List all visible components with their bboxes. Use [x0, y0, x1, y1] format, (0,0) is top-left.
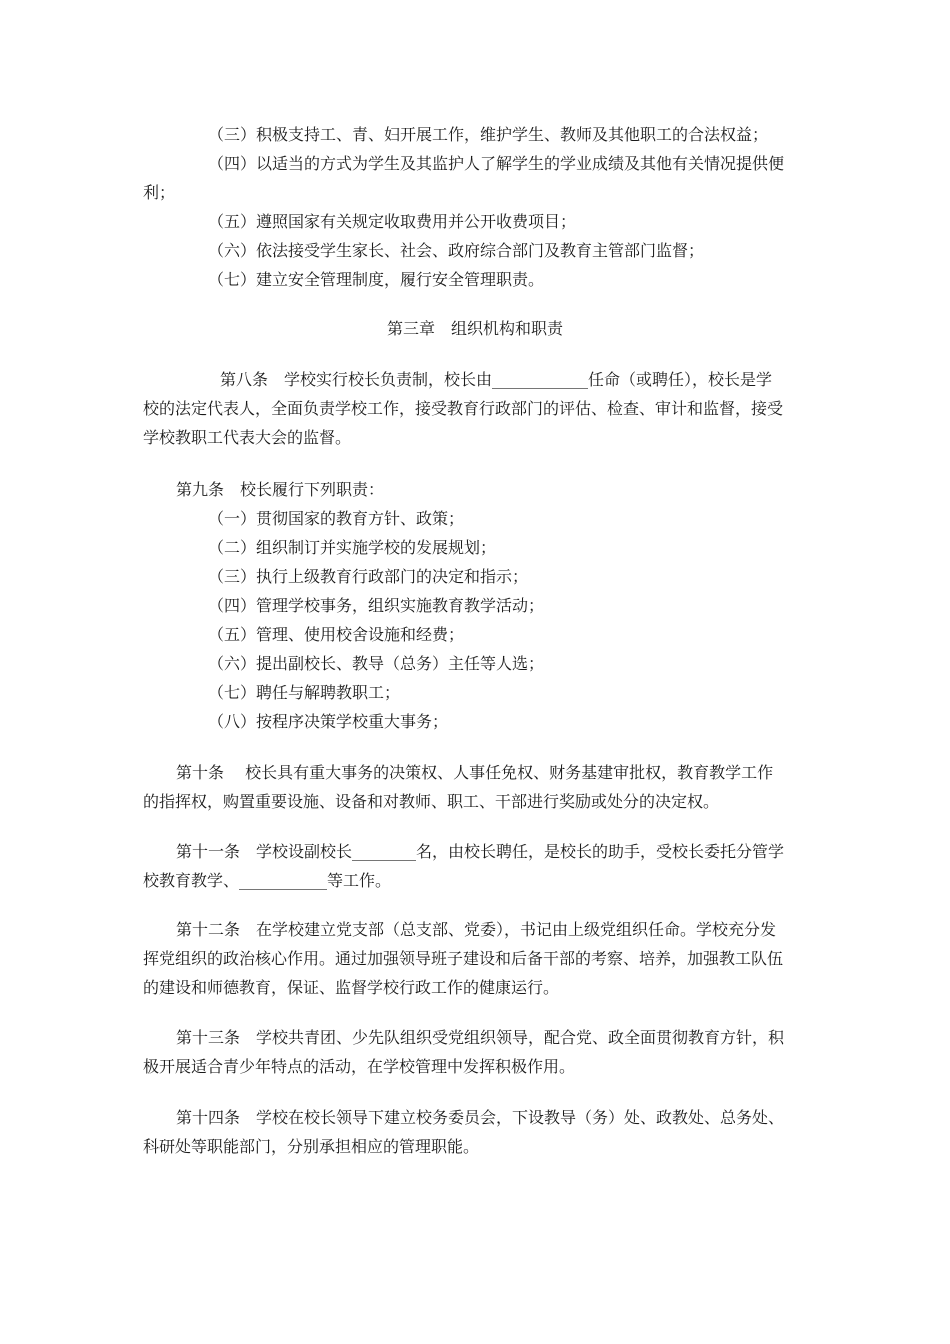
- chapter-three-heading: 第三章 组织机构和职责: [386, 319, 563, 338]
- duty-item-4: （四）以适当的方式为学生及其监护人了解学生的学业成绩及其他有关情况提供便: [208, 154, 785, 173]
- article-13-line-1: 第十三条 学校共青团、少先队组织受党组织领导，配合党、政全面贯彻教育方针，积: [176, 1028, 785, 1047]
- article-12-line-1: 第十二条 在学校建立党支部（总支部、党委），书记由上级党组织任命。学校充分发: [176, 920, 777, 939]
- article-8-line-1: 第八条 学校实行校长负责制，校长由____________任命（或聘任），校长是学: [220, 370, 773, 389]
- article-14-line-1: 第十四条 学校在校长领导下建立校务委员会，下设教导（务）处、政教处、总务处、: [176, 1108, 785, 1127]
- article-13-line-2: 极开展适合青少年特点的活动，在学校管理中发挥积极作用。: [143, 1057, 576, 1076]
- duty-item-5: （五）遵照国家有关规定收取费用并公开收费项目；: [208, 212, 577, 231]
- duty-item-7: （七）建立安全管理制度，履行安全管理职责。: [208, 270, 545, 289]
- principal-duty-4: （四）管理学校事务，组织实施教育教学活动；: [208, 596, 545, 615]
- article-10-line-2: 的指挥权，购置重要设施、设备和对教师、职工、干部进行奖励或处分的决定权。: [143, 792, 720, 811]
- article-10-line-1: 第十条 校长具有重大事务的决策权、人事任免权、财务基建审批权，教育教学工作: [176, 763, 774, 782]
- principal-duty-6: （六）提出副校长、教导（总务）主任等人选；: [208, 654, 545, 673]
- article-9-intro: 第九条 校长履行下列职责：: [176, 480, 385, 499]
- principal-duty-7: （七）聘任与解聘教职工；: [208, 683, 401, 702]
- duty-item-6: （六）依法接受学生家长、社会、政府综合部门及教育主管部门监督；: [208, 241, 705, 260]
- principal-duty-3: （三）执行上级教育行政部门的决定和指示；: [208, 567, 529, 586]
- principal-duty-1: （一）贯彻国家的教育方针、政策；: [208, 509, 465, 528]
- article-14-line-2: 科研处等职能部门，分别承担相应的管理职能。: [143, 1137, 480, 1156]
- article-12-line-2: 挥党组织的政治核心作用。通过加强领导班子建设和后备干部的考察、培养，加强教工队伍: [143, 949, 784, 968]
- principal-duty-8: （八）按程序决策学校重大事务；: [208, 712, 449, 731]
- article-12-line-3: 的建设和师德教育，保证、监督学校行政工作的健康运行。: [143, 978, 560, 997]
- principal-duty-5: （五）管理、使用校舍设施和经费；: [208, 625, 465, 644]
- article-11-line-2: 校教育教学、___________等工作。: [143, 871, 392, 890]
- principal-duty-2: （二）组织制订并实施学校的发展规划；: [208, 538, 497, 557]
- duty-item-3: （三）积极支持工、青、妇开展工作，维护学生、教师及其他职工的合法权益；: [208, 125, 769, 144]
- duty-item-4-continuation: 利；: [143, 183, 176, 202]
- article-11-line-1: 第十一条 学校设副校长________名，由校长聘任，是校长的助手，受校长委托分管学: [176, 842, 785, 861]
- article-8-line-2: 校的法定代表人，全面负责学校工作，接受教育行政部门的评估、检查、审计和监督，接受: [143, 399, 784, 418]
- article-8-line-3: 学校教职工代表大会的监督。: [143, 428, 352, 447]
